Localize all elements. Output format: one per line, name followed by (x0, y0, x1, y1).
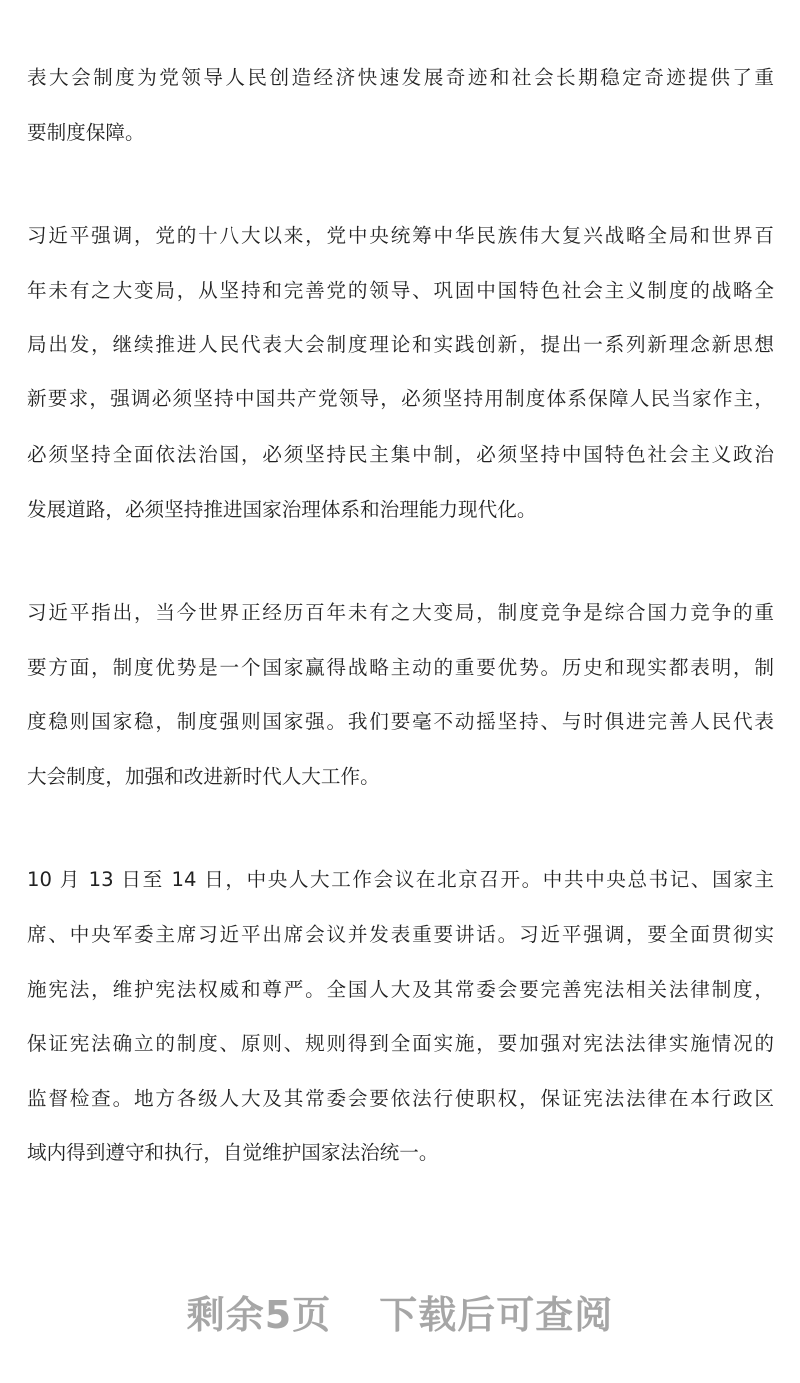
text-line: 要制度保障。 (27, 121, 145, 144)
text-line: 局出发，继续推进人民代表大会制度理论和实践创新，提出一系列新理念新思想 (27, 333, 774, 356)
text-line: 10 月 13 日至 14 日，中央人大工作会议在北京召开。中共中央总书记、国家主 (27, 868, 774, 891)
text-line: 度稳则国家稳，制度强则国家强。我们要毫不动摇坚持、与时俱进完善人民代表 (27, 710, 774, 733)
download-to-view-label[interactable]: 下载后可查阅 (379, 1293, 614, 1337)
text-line: 表大会制度为党领导人民创造经济快速发展奇迹和社会长期稳定奇迹提供了重 (27, 66, 774, 89)
text-line: 保证宪法确立的制度、原则、规则得到全面实施，要加强对宪法法律实施情况的 (27, 1032, 774, 1055)
text-line: 习近平强调，党的十八大以来，党中央统筹中华民族伟大复兴战略全局和世界百 (27, 224, 774, 247)
text-line: 监督检查。地方各级人大及其常委会要依法行使职权，保证宪法法律在本行政区 (27, 1087, 774, 1110)
remaining-pages-label: 剩余5页 (186, 1293, 332, 1337)
text-line: 年未有之大变局，从坚持和完善党的领导、巩固中国特色社会主义制度的战略全 (27, 279, 774, 302)
text-line: 习近平指出，当今世界正经历百年未有之大变局，制度竞争是综合国力竞争的重 (27, 601, 774, 624)
text-line: 必须坚持全面依法治国，必须坚持民主集中制，必须坚持中国特色社会主义政治 (27, 443, 774, 466)
text-line: 域内得到遵守和执行，自觉维护国家法治统一。 (27, 1141, 439, 1164)
text-line: 施宪法，维护宪法权威和尊严。全国人大及其常委会要完善宪法相关法律制度， (27, 978, 774, 1001)
text-line: 新要求，强调必须坚持中国共产党领导，必须坚持用制度体系保障人民当家作主， (27, 387, 774, 410)
text-line: 要方面，制度优势是一个国家赢得战略主动的重要优势。历史和现实都表明，制 (27, 656, 774, 679)
text-line: 席、中央军委主席习近平出席会议并发表重要讲话。习近平强调，要全面贯彻实 (27, 923, 774, 946)
download-prompt[interactable] (0, 1284, 800, 1339)
text-line: 大会制度，加强和改进新时代人大工作。 (27, 765, 380, 788)
text-line: 发展道路，必须坚持推进国家治理体系和治理能力现代化。 (27, 498, 537, 521)
